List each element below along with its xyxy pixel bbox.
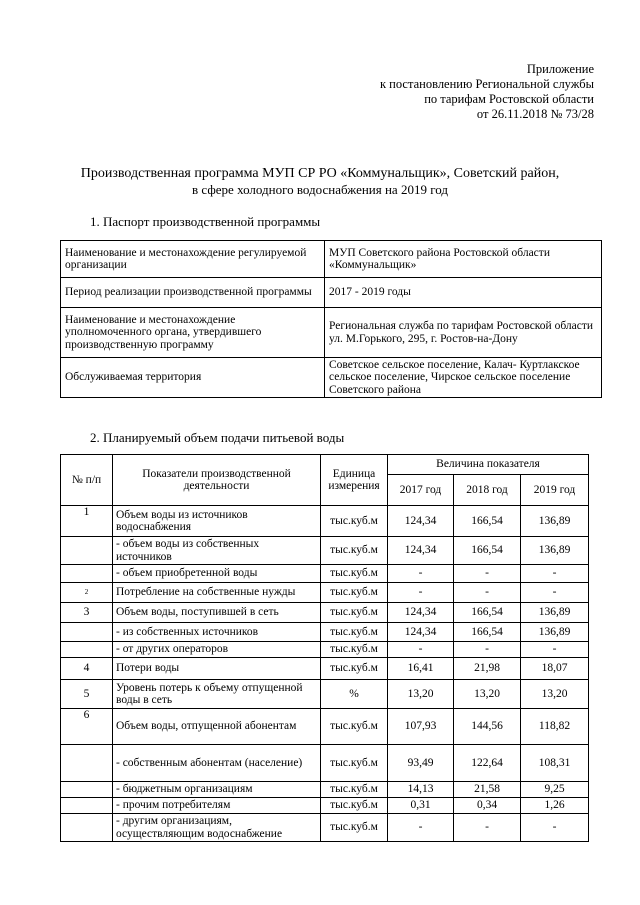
row-num xyxy=(61,798,113,814)
header-indicator: Показатели производственной деятельности xyxy=(113,455,321,506)
table-row xyxy=(61,642,589,658)
row-indicator: - прочим потребителям xyxy=(113,798,321,814)
section-1-heading: 1. Паспорт производственной программы xyxy=(90,214,321,229)
row-indicator: Потери воды xyxy=(113,658,321,680)
row-value-2018: 21,58 xyxy=(454,782,521,798)
row-indicator: - бюджетным организациям xyxy=(113,782,321,798)
row-value-2017: 16,41 xyxy=(388,658,454,680)
row-num xyxy=(61,623,113,642)
header-unit: Единица измерения xyxy=(321,455,388,506)
row-value-2019: - xyxy=(521,565,589,583)
row-num xyxy=(61,642,113,658)
appendix-block xyxy=(380,62,594,122)
row-value-2018: 122,64 xyxy=(454,745,521,782)
row-value-2019: 108,31 xyxy=(521,745,589,782)
row-value-2018: 166,54 xyxy=(454,537,521,565)
row-unit: тыс.куб.м xyxy=(321,623,388,642)
passport-value: Советское сельское поселение, Калач- Куртлакское сельское поселение, Чирское сельское поселение Советского района xyxy=(325,358,602,398)
row-unit: тыс.куб.м xyxy=(321,642,388,658)
table-row xyxy=(61,308,602,358)
row-value-2018: - xyxy=(454,583,521,603)
row-value-2017: 14,13 xyxy=(388,782,454,798)
row-unit: тыс.куб.м xyxy=(321,537,388,565)
row-value-2018: 144,56 xyxy=(454,709,521,745)
table-row xyxy=(61,709,589,745)
passport-table xyxy=(60,240,602,398)
table-row xyxy=(61,658,589,680)
row-value-2019: 118,82 xyxy=(521,709,589,745)
row-value-2017: 0,31 xyxy=(388,798,454,814)
row-indicator: - объем приобретенной воды xyxy=(113,565,321,583)
row-value-2017: 107,93 xyxy=(388,709,454,745)
row-unit: тыс.куб.м xyxy=(321,603,388,623)
row-indicator: - из собственных источников xyxy=(113,623,321,642)
passport-value: 2017 - 2019 годы xyxy=(325,278,602,308)
table-row xyxy=(61,565,589,583)
row-num xyxy=(61,814,113,842)
row-indicator: - собственным абонентам (население) xyxy=(113,745,321,782)
row-value-2018: - xyxy=(454,642,521,658)
row-value-2017: 13,20 xyxy=(388,680,454,709)
row-num: 1 xyxy=(61,506,113,537)
row-value-2017: 93,49 xyxy=(388,745,454,782)
row-value-2017: - xyxy=(388,583,454,603)
row-value-2017: 124,34 xyxy=(388,537,454,565)
row-indicator: Объем воды, поступившей в сеть xyxy=(113,603,321,623)
row-value-2017: 124,34 xyxy=(388,603,454,623)
row-value-2019: - xyxy=(521,642,589,658)
appendix-line: Приложение xyxy=(526,62,594,76)
row-unit: тыс.куб.м xyxy=(321,583,388,603)
row-indicator: - от других операторов xyxy=(113,642,321,658)
row-indicator: Потребление на собственные нужды xyxy=(113,583,321,603)
table-row xyxy=(61,506,589,537)
header-year-2019: 2019 год xyxy=(521,475,589,506)
row-num: 6 xyxy=(61,709,113,745)
row-value-2017: - xyxy=(388,642,454,658)
row-value-2019: 136,89 xyxy=(521,537,589,565)
row-indicator: - другим организациям, осуществляющим водоснабжение xyxy=(113,814,321,842)
row-value-2019: 18,07 xyxy=(521,658,589,680)
table-row xyxy=(61,745,589,782)
row-num: 4 xyxy=(61,658,113,680)
row-num xyxy=(61,565,113,583)
row-unit: тыс.куб.м xyxy=(321,565,388,583)
row-value-2018: 166,54 xyxy=(454,506,521,537)
table-row xyxy=(61,680,589,709)
row-num: 3 xyxy=(61,603,113,623)
appendix-line: по тарифам Ростовской области xyxy=(424,92,594,106)
appendix-line: от 26.11.2018 № 73/28 xyxy=(476,107,594,121)
passport-key: Обслуживаемая территория xyxy=(61,358,325,398)
table-row xyxy=(61,814,589,842)
row-value-2019: 1,26 xyxy=(521,798,589,814)
row-value-2017: 124,34 xyxy=(388,623,454,642)
table-row xyxy=(61,623,589,642)
row-unit: тыс.куб.м xyxy=(321,782,388,798)
row-num xyxy=(61,782,113,798)
row-unit: тыс.куб.м xyxy=(321,709,388,745)
row-value-2019: 136,89 xyxy=(521,623,589,642)
table-row xyxy=(61,358,602,398)
row-unit: тыс.куб.м xyxy=(321,506,388,537)
passport-value: Региональная служба по тарифам Ростовской области ул. М.Горького, 295, г. Ростов-на-Дону xyxy=(325,308,602,358)
row-value-2018: 21,98 xyxy=(454,658,521,680)
appendix-line: к постановлению Региональной службы xyxy=(379,77,594,91)
row-unit: % xyxy=(321,680,388,709)
row-num: 2 xyxy=(61,583,113,603)
table-row xyxy=(61,798,589,814)
title-line-1: Производственная программа МУП СР РО «Коммунальщик», Советский район, xyxy=(80,166,560,181)
title-line-2: в сфере холодного водоснабжения на 2019 год xyxy=(192,182,448,197)
row-unit: тыс.куб.м xyxy=(321,745,388,782)
row-num xyxy=(61,745,113,782)
row-value-2018: - xyxy=(454,814,521,842)
row-value-2017: - xyxy=(388,565,454,583)
section-2-heading: 2. Планируемый объем подачи питьевой воды xyxy=(90,430,345,445)
table-header-row xyxy=(61,455,589,475)
row-indicator: Объем воды, отпущенной абонентам xyxy=(113,709,321,745)
table-row xyxy=(61,241,602,278)
row-value-2018: - xyxy=(454,565,521,583)
row-value-2019: 9,25 xyxy=(521,782,589,798)
table-row xyxy=(61,278,602,308)
passport-key: Наименование и местонахождение уполномоченного органа, утвердившего производственную программу xyxy=(61,308,325,358)
passport-value: МУП Советского района Ростовской области «Коммунальщик» xyxy=(325,241,602,278)
header-year-2018: 2018 год xyxy=(454,475,521,506)
row-value-2018: 166,54 xyxy=(454,603,521,623)
table-row xyxy=(61,537,589,565)
table-row xyxy=(61,782,589,798)
passport-key: Наименование и местонахождение регулируемой организации xyxy=(61,241,325,278)
row-num xyxy=(61,537,113,565)
row-value-2019: 136,89 xyxy=(521,603,589,623)
document-title xyxy=(0,166,640,198)
table-row xyxy=(61,583,589,603)
row-unit: тыс.куб.м xyxy=(321,814,388,842)
header-year-2017: 2017 год xyxy=(388,475,454,506)
row-indicator: Уровень потерь к объему отпущенной воды в сеть xyxy=(113,680,321,709)
row-value-2018: 13,20 xyxy=(454,680,521,709)
row-value-2019: 13,20 xyxy=(521,680,589,709)
row-value-2017: 124,34 xyxy=(388,506,454,537)
row-indicator: - объем воды из собственных источников xyxy=(113,537,321,565)
table-row xyxy=(61,603,589,623)
volume-table xyxy=(60,454,589,842)
header-value-group: Величина показателя xyxy=(388,455,589,475)
row-unit: тыс.куб.м xyxy=(321,798,388,814)
row-value-2019: - xyxy=(521,814,589,842)
row-value-2017: - xyxy=(388,814,454,842)
row-value-2018: 166,54 xyxy=(454,623,521,642)
passport-key: Период реализации производственной программы xyxy=(61,278,325,308)
row-value-2019: - xyxy=(521,583,589,603)
header-num: № п/п xyxy=(61,455,113,506)
row-num: 5 xyxy=(61,680,113,709)
row-unit: тыс.куб.м xyxy=(321,658,388,680)
row-indicator: Объем воды из источников водоснабжения xyxy=(113,506,321,537)
row-value-2019: 136,89 xyxy=(521,506,589,537)
row-value-2018: 0,34 xyxy=(454,798,521,814)
